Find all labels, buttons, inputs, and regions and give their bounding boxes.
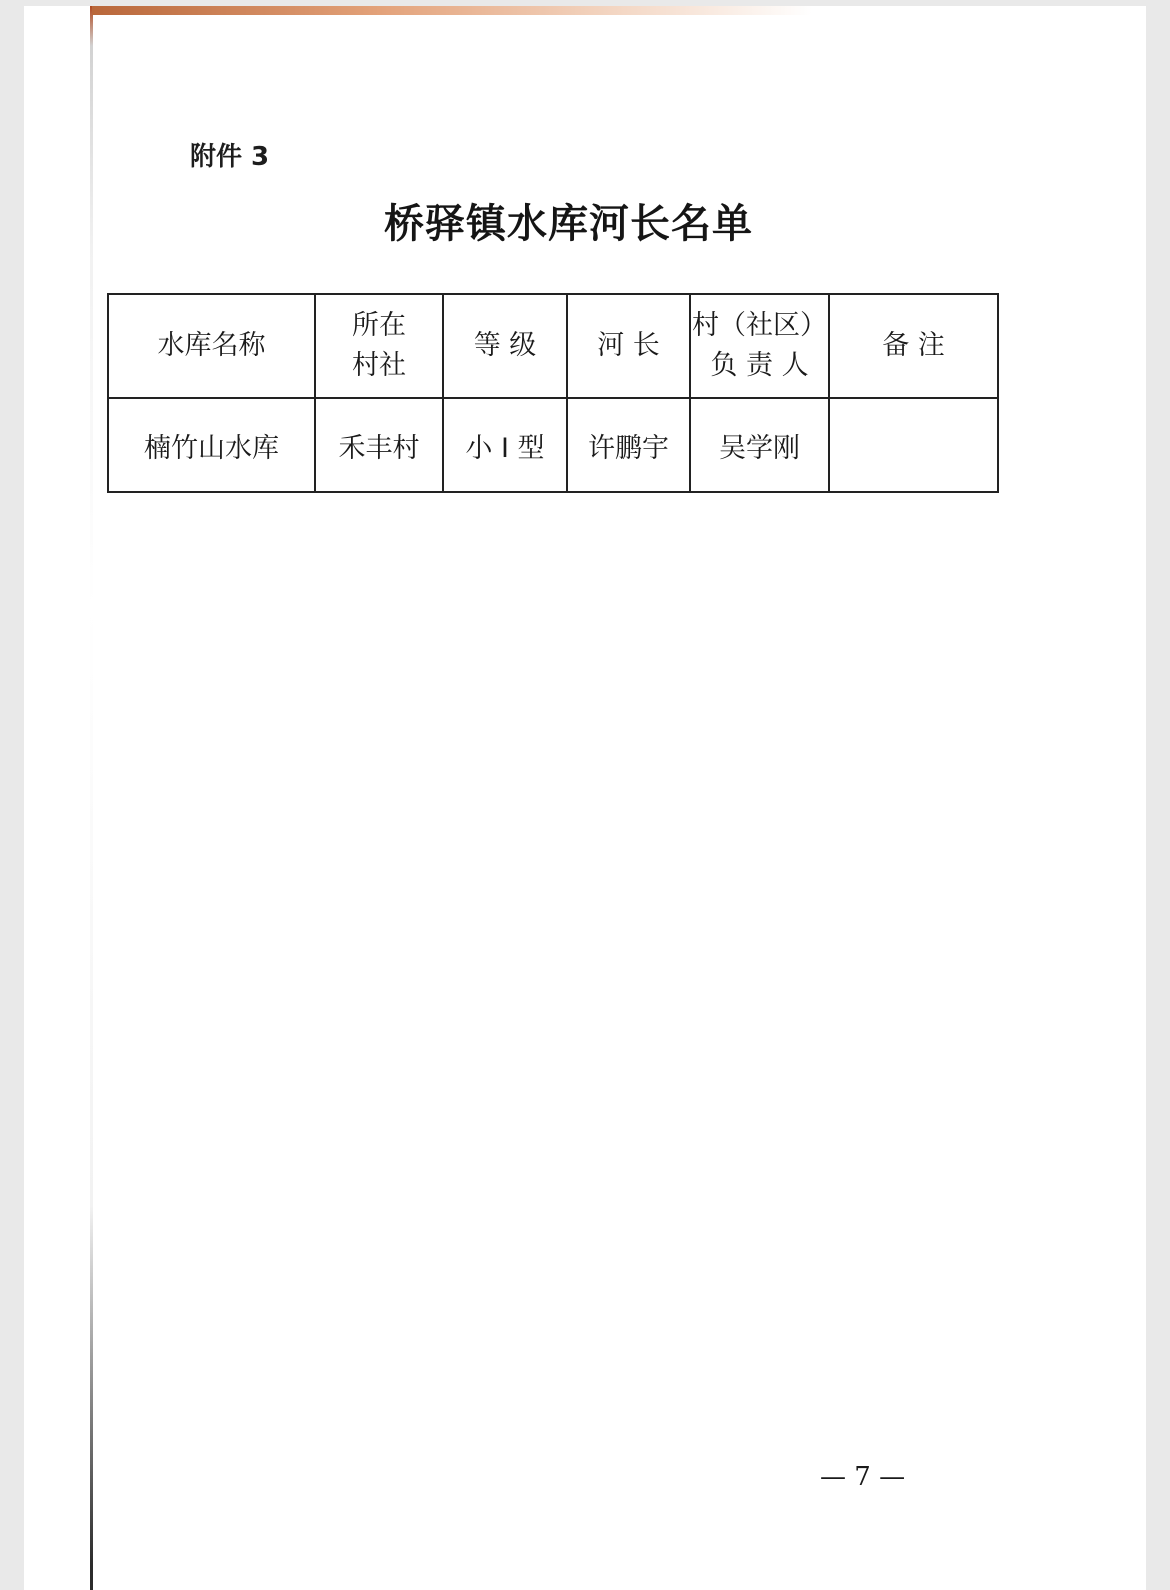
header-grade: 等 级 xyxy=(443,294,567,398)
cell-reservoir-name: 楠竹山水库 xyxy=(108,398,315,492)
cell-remarks xyxy=(829,398,998,492)
cell-village-leader: 吴学刚 xyxy=(690,398,829,492)
header-reservoir-name: 水库名称 xyxy=(108,294,315,398)
binding-edge xyxy=(90,6,93,1590)
header-village: 所在 村社 xyxy=(315,294,443,398)
header-remarks: 备 注 xyxy=(829,294,998,398)
page-title: 桥驿镇水库河长名单 xyxy=(384,201,753,247)
page-top-edge xyxy=(92,6,812,15)
cell-village: 禾丰村 xyxy=(315,398,443,492)
table-header-row xyxy=(108,294,998,398)
cell-grade: 小 I 型 xyxy=(443,398,567,492)
header-village-leader: 村（社区） 负 责 人 xyxy=(690,294,829,398)
cell-river-chief: 许鹏宇 xyxy=(567,398,690,492)
attachment-label: 附件 3 xyxy=(190,142,270,172)
table-row xyxy=(108,398,998,492)
page-number: — 7 — xyxy=(820,1462,906,1492)
header-river-chief: 河 长 xyxy=(567,294,690,398)
reservoir-chief-table xyxy=(107,293,999,493)
